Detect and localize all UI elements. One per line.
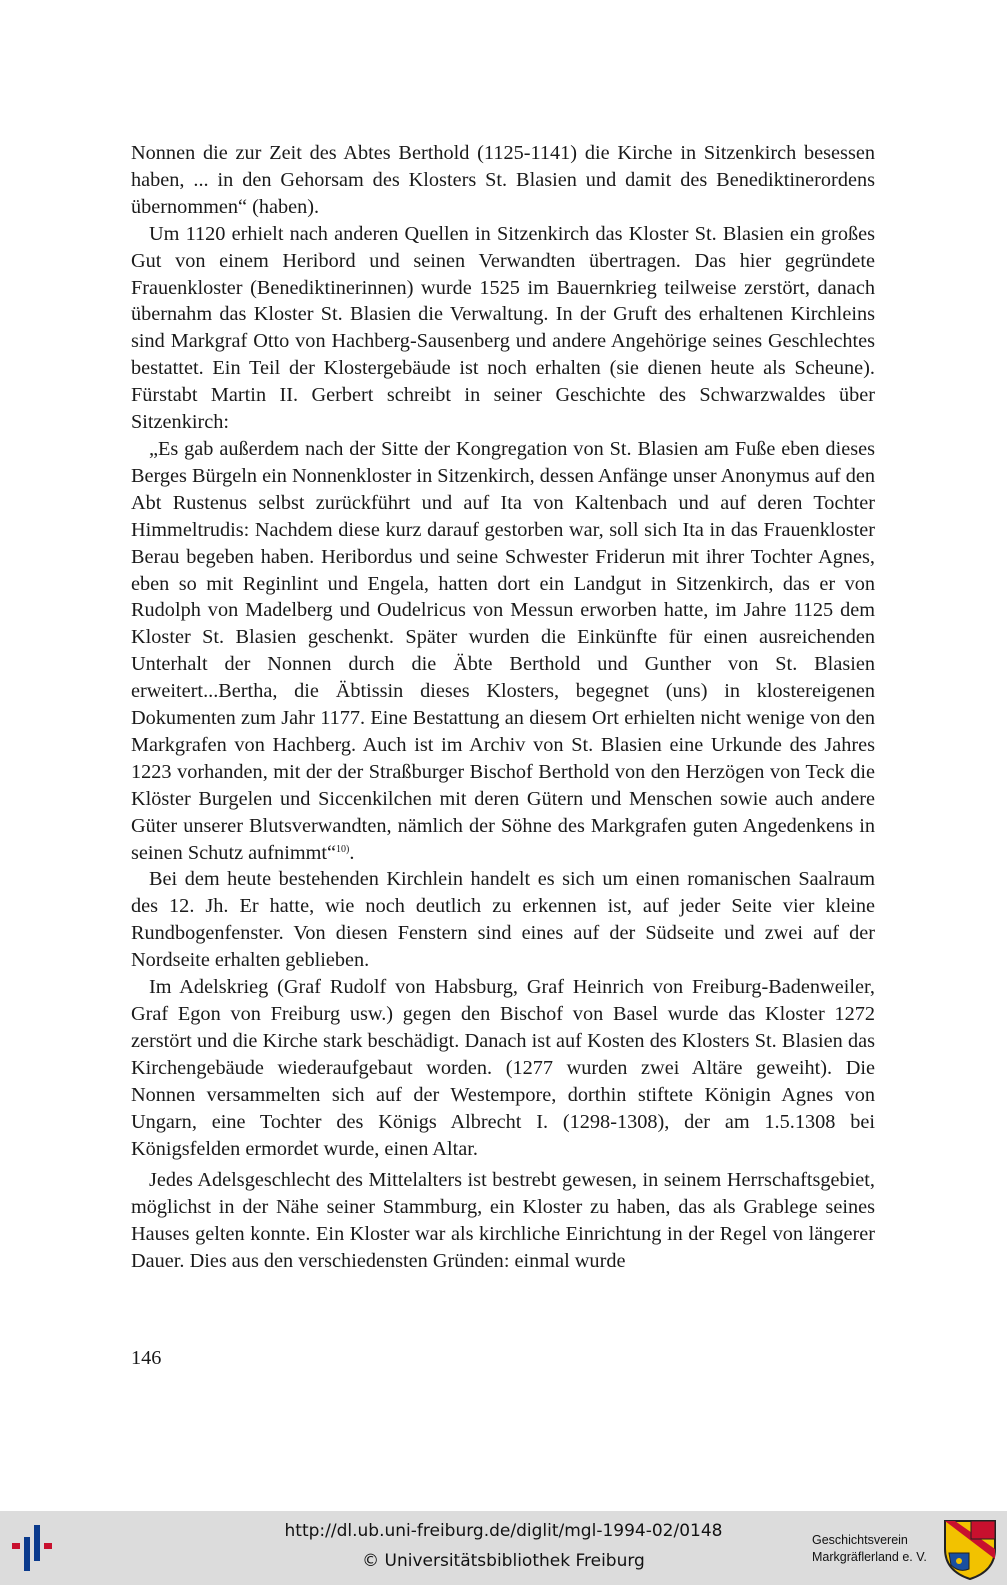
paragraph: Jedes Adelsgeschlecht des Mittelalters ist bestrebt gewesen, in seinem Herrschaftsgebiet, möglichst in der Nähe seiner Stammburg, ein Kloster zu haben, das als Grablege seines Hauses gelten konnte. Ein Kloster war als kirchliche Einrichtung in der Regel von längerer Dauer. Dies aus den verschiedensten Gründen: einmal wurde [131, 1169, 875, 1273]
footer-url-link[interactable]: http://dl.ub.uni-freiburg.de/diglit/mgl-1994-02/0148 [284, 1521, 723, 1541]
page-body [131, 140, 875, 1275]
society-name-line2: Markgräflerland e. V. [812, 1550, 927, 1564]
coat-of-arms-icon [943, 1519, 997, 1581]
paragraph: Um 1120 erhielt nach anderen Quellen in Sitzenkirch das Kloster St. Blasien ein großes Gut von einem Heribord und seinen Verwandten übertragen. Das hier gegründete Frauenkloster (Benediktinerinnen) wurde 1525 im Bauernkrieg teilweise zerstört, danach übernahm das Kloster St. Blasien die Verwaltung. In der Gruft des erhaltenen Kirchleins sind Markgraf Otto von Hachberg-Sausenberg und andere Angehörige seines Geschlechtes bestattet. Ein Teil der Klostergebäude ist noch erhalten (sie dienen heute als Scheune). Fürstabt Martin II. Gerbert schreibt in seiner Geschichte des Schwarzwaldes über Sitzenkirch: [131, 222, 875, 434]
paragraph: Nonnen die zur Zeit des Abtes Berthold (1125-1141) die Kirche in Sitzenkirch besessen haben, ... in den Gehorsam des Klosters St. Blasien und damit des Benediktinerordens übernommen“ (haben). [131, 142, 875, 218]
society-name-line1: Geschichtsverein [812, 1533, 908, 1547]
footer-bar [0, 1511, 1007, 1585]
paragraph-quote: „Es gab außerdem nach der Sitte der Kongregation von St. Blasien am Fuße eben dieses Berges Bürgeln ein Nonnenkloster in Sitzenkirch, dessen Anfänge unser Anonymus auf den Abt Rustenus selbst zurückführt und auf Ita von Kaltenbach und auf deren Tochter Himmeltrudis: Nachdem diese kurz darauf gestorben war, soll sich Ita in das Frauenkloster Berau begeben haben. Heribordus und seine Schwester Friderun mit ihrer Tochter Agnes, eben so mit Reginlint und Engela, hatten dort ein Landgut in Sitzenkirch, das er von Rudolph von Madelberg und Oudelricus von Messun erworben hatte, im Jahre 1125 dem Kloster St. Blasien geschenkt. Später wurden die Einkünfte für einen ausreichenden Unterhalt der Nonnen durch die Äbte Berthold und Gunther von St. Blasien erweitert...Bertha, die Äbtissin dieses Klosters, begegnet (uns) in klostereigenen Dokumenten zum Jahr 1177. Eine Bestattung an diesem Ort erhielten nicht wenige von den Markgrafen von Hachberg. Auch ist im Archiv von St. Blasien eine Urkunde des Jahres 1223 vorhanden, mit der der Straßburger Bischof Berthold von den Herzögen von Teck die Klöster Burgelen und Siccenkilchen mit deren Gütern und Menschen sowie auch andere Güter unserer Blutsverwandten, nämlich der Söhne des Markgrafen guten Angedenkens in seinen Schutz aufnimmt“$^{10)}$. [131, 437, 875, 864]
paragraph: Bei dem heute bestehenden Kirchlein handelt es sich um einen romanischen Saalraum des 12. Jh. Er hatte, wie noch deutlich zu erkennen ist, auf jeder Seite vier kleine Rundbogenfenster. Von diesen Fenstern sind eines auf der Südseite und zwei auf der Nordseite erhalten geblieben. [131, 868, 875, 972]
quote-text: „Es gab außerdem nach der Sitte der Kongregation von St. Blasien am Fuße eben dieses Berges Bürgeln ein Nonnenkloster in Sitzenkirch, dessen Anfänge unser Anonymus auf den Abt Rustenus selbst zurückführt und auf Ita von Kaltenbach und auf deren Tochter Himmeltrudis: Nachdem diese kurz darauf gestorben war, soll sich Ita in das Frauenkloster Berau begeben haben. Heribordus und seine Schwester Friderun mit ihrer Tochter Agnes, eben so mit Reginlint und Engela, hatten dort ein Landgut in Sitzenkirch, das er von Rudolph von Madelberg und Oudelricus von Messun erworben hatte, im Jahre 1125 dem Kloster St. Blasien geschenkt. Später wurden die Einkünfte für einen ausreichenden Unterhalt der Nonnen durch die Äbte Berthold und Gunther von St. Blasien erweitert...Bertha, die Äbtissin dieses Klosters, begegnet (uns) in klostereigenen Dokumenten zum Jahr 1177. Eine Bestattung an diesem Ort erhielten nicht wenige von den Markgrafen von Hachberg. Auch ist im Archiv von St. Blasien eine Urkunde des Jahres 1223 vorhanden, mit der der Straßburger Bischof Berthold von den Herzögen von Teck die Klöster Burgelen und Siccenkilchen mit deren Gütern und Menschen sowie auch andere Güter unserer Blutsverwandten, nämlich der Söhne des Markgrafen guten Angedenkens in seinen Schutz aufnimmt“ [131, 437, 875, 864]
page-number: 146 [131, 1347, 162, 1369]
footer-copyright: © Universitätsbibliothek Freiburg [362, 1551, 645, 1571]
society-name [812, 1532, 936, 1566]
paragraph: Im Adelskrieg (Graf Rudolf von Habsburg, Graf Heinrich von Freiburg-Badenweiler, Graf Egon von Freiburg usw.) gegen den Bischof von Basel wurde das Kloster 1272 zerstört und die Kirche stark beschädigt. Danach ist auf Kosten des Klosters St. Blasien das Kirchengebäude wiederaufgebaut worden. (1277 wurden zwei Altäre geweiht). Die Nonnen versammelten sich auf der Westempore, dorthin stiftete Königin Agnes von Ungarn, eine Tochter des Königs Albrecht I. (1298-1308), der am 1.5.1308 bei Königsfelden ermordet wurde, einen Altar. [131, 976, 875, 1160]
footnote-reference: 10) [336, 843, 350, 855]
